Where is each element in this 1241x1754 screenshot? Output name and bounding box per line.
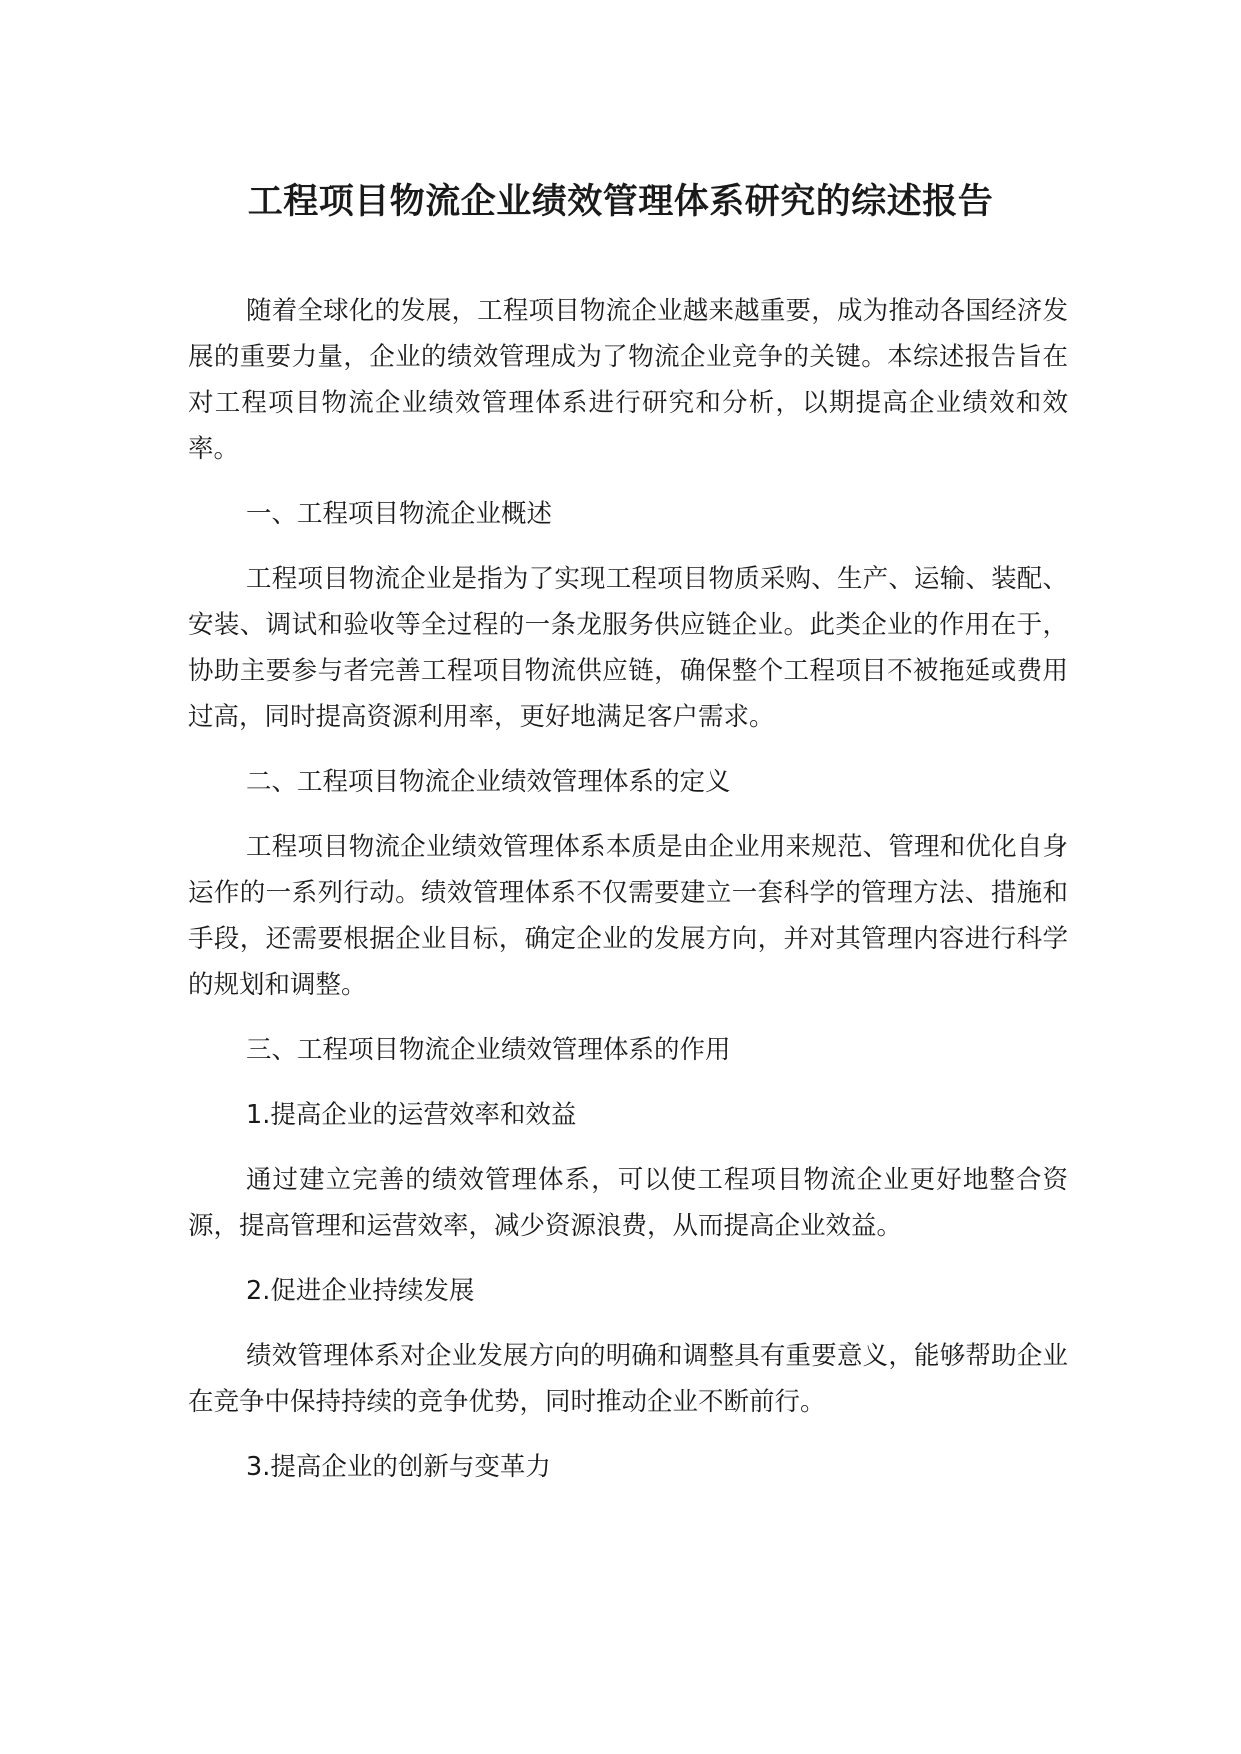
section-heading-3: 三、工程项目物流企业绩效管理体系的作用 (246, 1035, 731, 1065)
subsection-heading-3-1: 1.提高企业的运营效率和效益 (246, 1100, 577, 1130)
paragraph-overview: 工程项目物流企业是指为了实现工程项目物质采购、生产、运输、装配、安装、调试和验收等全过程的一条龙服务供应链企业。此类企业的作用在于，协助主要参与者完善工程项目物流供应链，确保整个工程项目不被拖延或费用过高，同时提高资源利用率，更好地满足客户需求。 (188, 564, 1068, 732)
paragraph-intro: 随着全球化的发展，工程项目物流企业越来越重要，成为推动各国经济发展的重要力量，企业的绩效管理成为了物流企业竞争的关键。本综述报告旨在对工程项目物流企业绩效管理体系进行研究和分析，以期提高企业绩效和效率。 (188, 296, 1068, 464)
document-body (188, 288, 1068, 1509)
section-heading-1: 一、工程项目物流企业概述 (246, 499, 553, 529)
section-heading-2: 二、工程项目物流企业绩效管理体系的定义 (246, 767, 731, 797)
subsection-heading-3-2: 2.促进企业持续发展 (246, 1276, 475, 1306)
paragraph-development: 绩效管理体系对企业发展方向的明确和调整具有重要意义，能够帮助企业在竞争中保持持续的竞争优势，同时推动企业不断前行。 (188, 1341, 1068, 1417)
subsection-heading-3-3: 3.提高企业的创新与变革力 (246, 1452, 551, 1482)
paragraph-efficiency: 通过建立完善的绩效管理体系，可以使工程项目物流企业更好地整合资源，提高管理和运营效率，减少资源浪费，从而提高企业效益。 (188, 1165, 1068, 1241)
document-title: 工程项目物流企业绩效管理体系研究的综述报告 (247, 182, 994, 222)
paragraph-definition: 工程项目物流企业绩效管理体系本质是由企业用来规范、管理和优化自身运作的一系列行动。绩效管理体系不仅需要建立一套科学的管理方法、措施和手段，还需要根据企业目标，确定企业的发展方向，并对其管理内容进行科学的规划和调整。 (188, 832, 1068, 1000)
